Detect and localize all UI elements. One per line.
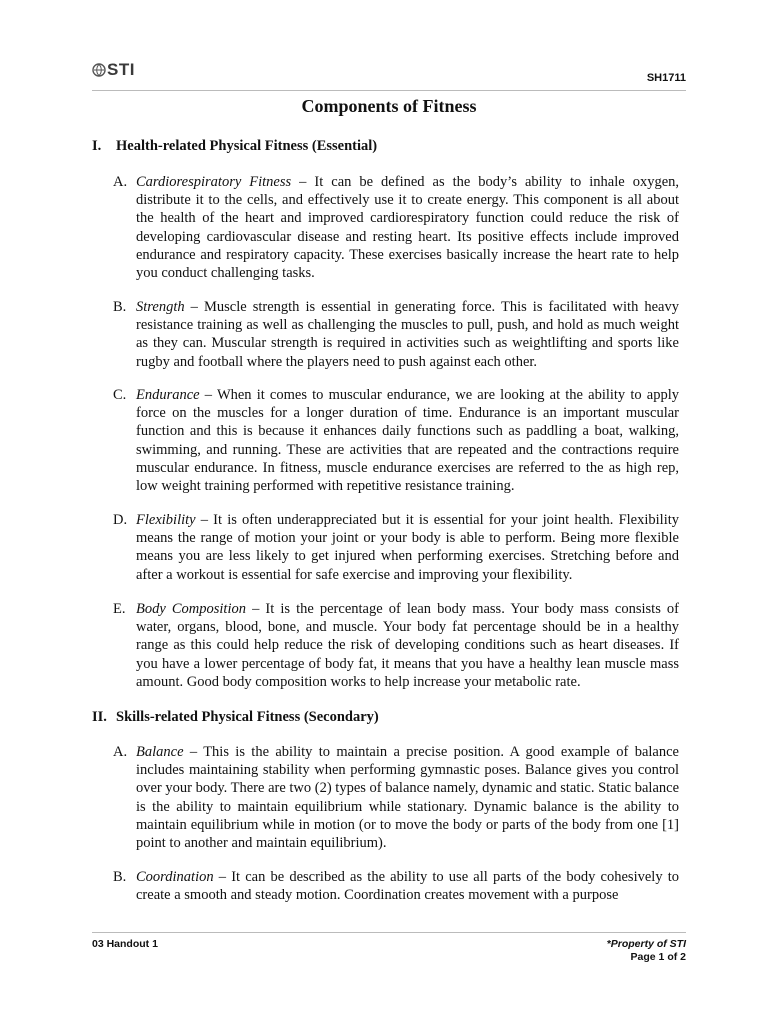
footer-divider <box>92 932 686 933</box>
item-body <box>136 743 679 852</box>
item-body <box>136 298 679 371</box>
item-term: Body Composition <box>136 601 246 617</box>
item-text: It can be described as the ability to use all parts of the body cohesively to create a smooth and steady motion. Coordination creates movement with a purpose <box>136 869 680 904</box>
item-text: When it comes to muscular endurance, we are looking at the ability to apply force on the muscles for a longer duration of time. Endurance is an important muscular function and this is because it enhances daily functions such as paddling a boat, walking, swimming, and running. These are activities that are repeated and the contractions require muscular endurance. In fitness, muscle endurance exercises are referred to the as high rep, low weight training performed with repetitive resistance training. <box>136 387 679 495</box>
property-notice: *Property of STI <box>606 938 686 950</box>
item-body <box>136 511 679 584</box>
sti-globe-icon <box>92 63 106 77</box>
item-term: Cardiorespiratory Fitness <box>136 174 292 190</box>
section-title: Health-related Physical Fitness (Essential) <box>116 138 378 154</box>
item-term: Strength <box>136 299 185 315</box>
item-body <box>136 173 679 282</box>
item-body <box>136 600 679 691</box>
section-heading-health <box>92 138 377 155</box>
item-letter: D. <box>113 512 128 528</box>
item-term: Balance <box>136 744 184 760</box>
page-header <box>92 58 686 98</box>
list-item-strength <box>113 298 679 371</box>
logo-text: STI <box>107 60 135 79</box>
item-letter: E. <box>113 601 126 617</box>
item-text: It is often underappreciated but it is essential for your joint health. Flexibility means the range of motion your joint or your body is able to perform. Being more flexible means you are less likely to get injured when performing exercises. Stretching before and after a workout is essential for safe exercise and improving your flexibility. <box>136 512 679 583</box>
item-dash: – <box>291 174 315 190</box>
document-code: SH1711 <box>646 72 686 84</box>
item-dash: – <box>184 299 204 315</box>
section-heading-skills <box>92 709 379 726</box>
list-item-balance <box>113 743 679 852</box>
page-footer <box>607 938 686 964</box>
item-dash: – <box>199 387 217 403</box>
item-term: Coordination <box>136 869 214 885</box>
item-body <box>136 868 679 904</box>
item-text: It is the percentage of lean body mass. Your body mass consists of water, organs, blood, bone, and muscle. Your body fat percentage should be in a healthy range as this could help reduce the risk of developing conditions such as heart diseases. If you have a lower percentage of body fat, it means that you have a healthy lean muscle mass amount. Good body composition works to help increase your metabolic rate. <box>136 601 679 690</box>
header-divider <box>92 90 686 91</box>
list-item-endurance <box>113 386 679 495</box>
page-number: Page 1 of 2 <box>630 951 686 963</box>
item-letter: B. <box>113 869 127 885</box>
item-letter: A. <box>113 744 128 760</box>
item-text: This is the ability to maintain a precise position. A good example of balance includes maintaining stability when performing gymnastic poses. Balance gives you control over your body. There are two (2) types of balance namely, dynamic and static. Static balance is the ability to maintain equilibrium while stationary. Dynamic balance is the ability to maintain equilibrium while in motion (or to move the body or parts of the body from one [1] point to another and maintain equilibrium). <box>136 744 680 852</box>
item-term: Flexibility <box>136 512 196 528</box>
handout-label: 03 Handout 1 <box>92 938 158 950</box>
item-text: Muscle strength is essential in generating force. This is facilitated with heavy resistance training as well as challenging the muscles to pull, push, and hold as much weight as they can. Muscular strength is required in activities such as weightlifting and sports like rugby and football where the players need to push against each other. <box>136 299 679 370</box>
item-term: Endurance <box>136 387 200 403</box>
page-title: Components of Fitness <box>301 96 477 116</box>
item-dash: – <box>213 869 232 885</box>
item-dash: – <box>246 601 266 617</box>
list-item-flexibility <box>113 511 679 584</box>
section-number: II. <box>92 709 107 725</box>
list-item-body-composition <box>113 600 679 691</box>
item-dash: – <box>183 744 204 760</box>
section-title: Skills-related Physical Fitness (Secondary) <box>116 709 379 725</box>
item-letter: B. <box>113 299 127 315</box>
list-item-cardiorespiratory <box>113 173 679 282</box>
section-number: I. <box>92 138 102 154</box>
item-letter: C. <box>113 387 127 403</box>
list-item-coordination <box>113 868 679 904</box>
item-text: It can be defined as the body’s ability to inhale oxygen, distribute it to the cells, and effectively use it to create energy. This component is all about the health of the heart and improved cardiorespiratory function could reduce the risk of developing cardiovascular disease and resting heart. Its positive effects include improved endurance and respiratory capacity. These exercises basically increase the heart rate to help you conduct challenging tasks. <box>136 174 680 282</box>
item-letter: A. <box>113 174 128 190</box>
sti-logo <box>92 60 135 80</box>
item-dash: – <box>195 512 214 528</box>
item-body <box>136 386 679 495</box>
